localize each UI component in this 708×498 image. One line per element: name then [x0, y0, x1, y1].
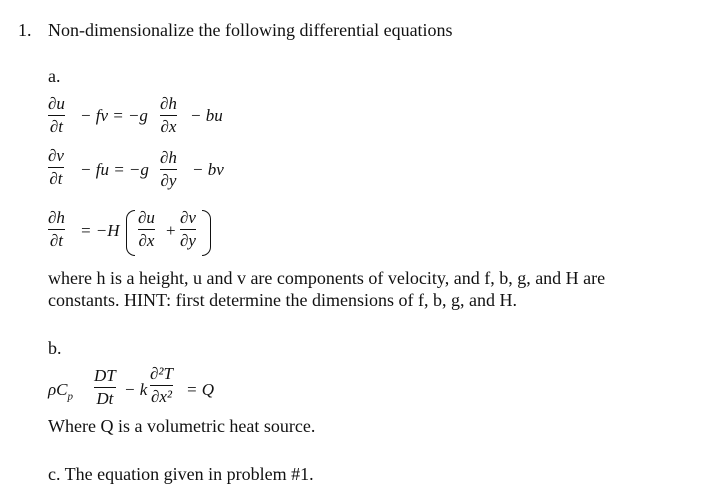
part-a-description-line-1: where h is a height, u and v are components of velocity, and f, b, g, and H are [48, 268, 606, 288]
fraction-dh-dx: ∂h ∂x [160, 94, 177, 136]
fraction-dh-dy: ∂h ∂y [160, 148, 177, 190]
part-b-label: b. [48, 338, 62, 358]
problem-title: Non-dimensionalize the following differential equations [48, 20, 453, 40]
right-parenthesis [202, 210, 211, 256]
fraction-DT-Dt: DT Dt [94, 366, 116, 408]
fraction-dh-dt: ∂h ∂t [48, 208, 65, 250]
fraction-d2T-dx2: ∂²T ∂x² [150, 364, 173, 406]
eq1-tail: − bu [190, 106, 223, 125]
plus-sign: + [166, 221, 176, 240]
part-c-text: c. The equation given in problem #1. [48, 464, 314, 484]
eq3-middle: = −H [80, 221, 120, 240]
fraction-dv-dy: ∂v ∂y [180, 208, 196, 250]
part-a-description-line-2: constants. HINT: first determine the dimensions of f, b, g, and H. [48, 290, 518, 310]
fraction-dv-dt: ∂v ∂t [48, 146, 64, 188]
rho-cp: $\rho C_p$ [48, 380, 73, 403]
eq2-middle: − fu = −g [80, 160, 149, 179]
minus-k: − k [124, 380, 148, 399]
eq1-middle: − fv = −g [80, 106, 148, 125]
eq2-tail: − bv [192, 160, 224, 179]
problem-number: 1. [18, 20, 32, 40]
equals-Q: = Q [186, 380, 214, 399]
fraction-du-dx: ∂u ∂x [138, 208, 155, 250]
part-b-note: Where Q is a volumetric heat source. [48, 416, 316, 436]
left-parenthesis [126, 210, 135, 256]
part-a-label: a. [48, 66, 61, 86]
fraction-du-dt: ∂u ∂t [48, 94, 65, 136]
